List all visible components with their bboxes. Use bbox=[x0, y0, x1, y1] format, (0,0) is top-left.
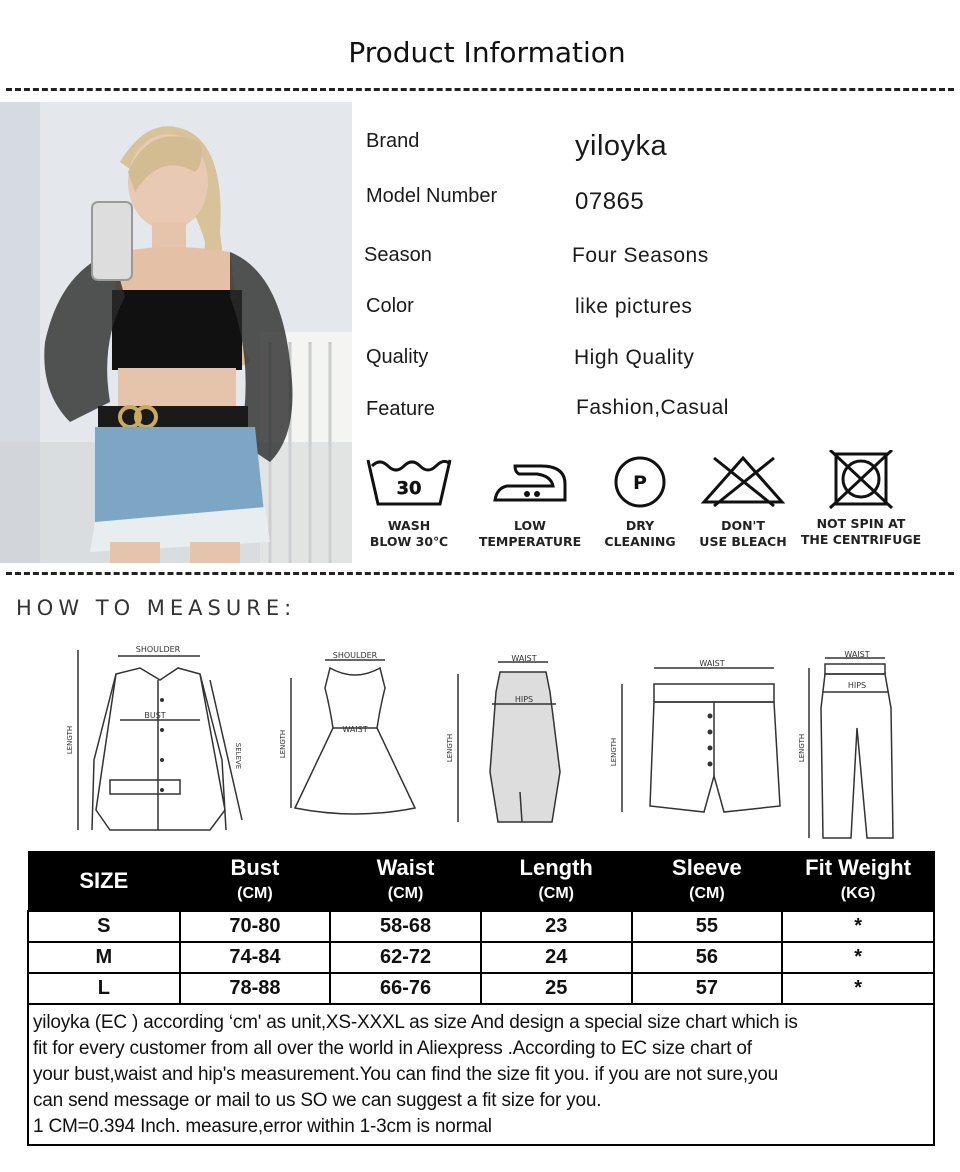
product-photo bbox=[0, 102, 352, 563]
divider-top bbox=[6, 88, 954, 91]
shorts-diagram bbox=[600, 656, 790, 836]
no-tumble-dry-icon bbox=[826, 450, 896, 510]
pants-diagram bbox=[795, 648, 915, 848]
header-sleeve-label: Sleeve bbox=[672, 854, 742, 880]
size-note-line: 1 CM=0.394 Inch. measure,error within 1-3cm is normal bbox=[33, 1116, 492, 1137]
care-no-spin bbox=[796, 450, 926, 548]
size-table bbox=[27, 851, 935, 1005]
dress-diagram bbox=[275, 648, 425, 828]
jacket-shoulder-label: SHOULDER bbox=[135, 645, 181, 654]
info-value-color: like pictures bbox=[575, 295, 693, 318]
divider-middle bbox=[6, 572, 954, 575]
size-note bbox=[27, 1004, 935, 1146]
cell-length: 24 bbox=[481, 942, 632, 973]
care-wash-line1: WASH bbox=[387, 518, 431, 533]
cell-sleeve: 56 bbox=[632, 942, 783, 973]
table-row bbox=[28, 973, 934, 1004]
dry-clean-letter: P bbox=[633, 472, 647, 494]
size-table-header bbox=[28, 852, 934, 911]
cell-waist: 58-68 bbox=[330, 911, 481, 942]
cell-size: M bbox=[28, 942, 180, 973]
info-value-model-number: 07865 bbox=[575, 188, 645, 215]
header-sleeve-unit: (CM) bbox=[689, 884, 725, 902]
info-label-model-number: Model Number bbox=[366, 185, 498, 207]
pants-waist-label: WAIST bbox=[844, 650, 870, 659]
iron-low-icon bbox=[485, 452, 575, 512]
header-sleeve bbox=[632, 852, 783, 911]
header-waist bbox=[330, 852, 481, 911]
care-iron-line1: LOW bbox=[514, 518, 546, 533]
header-fit-weight bbox=[782, 852, 934, 911]
info-value-brand: yiloyka bbox=[575, 130, 668, 162]
care-spin-line2: THE CENTRIFUGE bbox=[800, 532, 922, 547]
header-length-unit: (CM) bbox=[538, 884, 574, 902]
care-spin-line1: NOT SPIN AT bbox=[816, 516, 906, 531]
info-label-brand: Brand bbox=[366, 130, 420, 152]
page-title: Product Information bbox=[348, 36, 626, 69]
header-size-label: SIZE bbox=[79, 867, 129, 893]
size-note-line: can send message or mail to us SO we can suggest a fit size for you. bbox=[33, 1090, 602, 1111]
info-label-quality: Quality bbox=[366, 346, 429, 368]
care-iron bbox=[474, 452, 586, 550]
pants-hips-label: HIPS bbox=[847, 681, 867, 690]
info-value-quality: High Quality bbox=[574, 346, 695, 369]
info-label-season: Season bbox=[364, 244, 432, 266]
header-size bbox=[28, 852, 180, 911]
skirt-diagram bbox=[440, 652, 570, 832]
shorts-length-label: LENGTH bbox=[610, 737, 618, 767]
care-bleach-line2: USE BLEACH bbox=[699, 534, 787, 549]
cell-fit-weight: * bbox=[782, 942, 934, 973]
skirt-length-label: LENGTH bbox=[446, 733, 454, 763]
care-wash-line2: BLOW 30℃ bbox=[369, 534, 449, 549]
jacket-bust-label: BUST bbox=[144, 711, 166, 720]
cell-waist: 66-76 bbox=[330, 973, 481, 1004]
header-length bbox=[481, 852, 632, 911]
care-iron-line2: TEMPERATURE bbox=[478, 534, 582, 549]
header-fit-weight-unit: (KG) bbox=[840, 884, 876, 902]
care-dry-line2: CLEANING bbox=[604, 534, 676, 549]
cell-sleeve: 55 bbox=[632, 911, 783, 942]
care-bleach-line1: DON'T bbox=[721, 518, 765, 533]
dry-clean-icon bbox=[610, 452, 670, 512]
pants-length-label: LENGTH bbox=[798, 733, 806, 763]
info-value-feature: Fashion,Casual bbox=[576, 396, 729, 419]
header-length-label: Length bbox=[519, 854, 593, 880]
dress-waist-label: WAIST bbox=[342, 725, 368, 734]
cell-size: S bbox=[28, 911, 180, 942]
care-wash bbox=[362, 452, 456, 550]
jacket-sleeve-label: SELEVE bbox=[234, 742, 242, 770]
info-label-color: Color bbox=[366, 295, 414, 317]
header-fit-weight-label: Fit Weight bbox=[805, 854, 912, 880]
shorts-waist-label: WAIST bbox=[699, 659, 725, 668]
cell-bust: 78-88 bbox=[180, 973, 331, 1004]
skirt-waist-label: WAIST bbox=[511, 654, 537, 663]
header-bust-label: Bust bbox=[230, 854, 280, 880]
size-note-line: fit for every customer from all over the world in Aliexpress .According to EC size chart of bbox=[33, 1038, 752, 1059]
dress-shoulder-label: SHOULDER bbox=[332, 651, 378, 660]
table-row bbox=[28, 911, 934, 942]
cell-sleeve: 57 bbox=[632, 973, 783, 1004]
jacket-diagram bbox=[60, 640, 250, 840]
header-bust-unit: (CM) bbox=[237, 884, 273, 902]
how-to-measure-title: HOW TO MEASURE: bbox=[16, 596, 297, 620]
header-waist-label: Waist bbox=[376, 854, 435, 880]
header-waist-unit: (CM) bbox=[387, 884, 424, 902]
cell-fit-weight: * bbox=[782, 911, 934, 942]
skirt-hips-label: HIPS bbox=[514, 695, 534, 704]
cell-waist: 62-72 bbox=[330, 942, 481, 973]
table-row bbox=[28, 942, 934, 973]
care-dry-line1: DRY bbox=[625, 518, 655, 533]
info-label-feature: Feature bbox=[366, 398, 435, 420]
size-note-line: yiloyka (EC ) according ‘cm' as unit,XS-XXXL as size And design a special size chart which is bbox=[33, 1012, 798, 1033]
cell-length: 25 bbox=[481, 973, 632, 1004]
model-photo-illustration bbox=[0, 102, 352, 563]
wash-30-icon bbox=[364, 452, 454, 512]
cell-fit-weight: * bbox=[782, 973, 934, 1004]
dress-length-label: LENGTH bbox=[279, 729, 287, 759]
care-dry-clean bbox=[597, 452, 683, 550]
cell-length: 23 bbox=[481, 911, 632, 942]
no-bleach-icon bbox=[698, 452, 788, 512]
header-bust bbox=[180, 852, 331, 911]
care-no-bleach bbox=[694, 452, 792, 550]
jacket-length-label: LENGTH bbox=[66, 725, 74, 755]
cell-bust: 70-80 bbox=[180, 911, 331, 942]
wash-tub-label: 30 bbox=[396, 478, 422, 499]
size-note-line: your bust,waist and hip's measurement.You can find the size fit you. if you are not sure,you bbox=[33, 1064, 778, 1085]
cell-bust: 74-84 bbox=[180, 942, 331, 973]
info-value-season: Four Seasons bbox=[572, 244, 709, 267]
cell-size: L bbox=[28, 973, 180, 1004]
